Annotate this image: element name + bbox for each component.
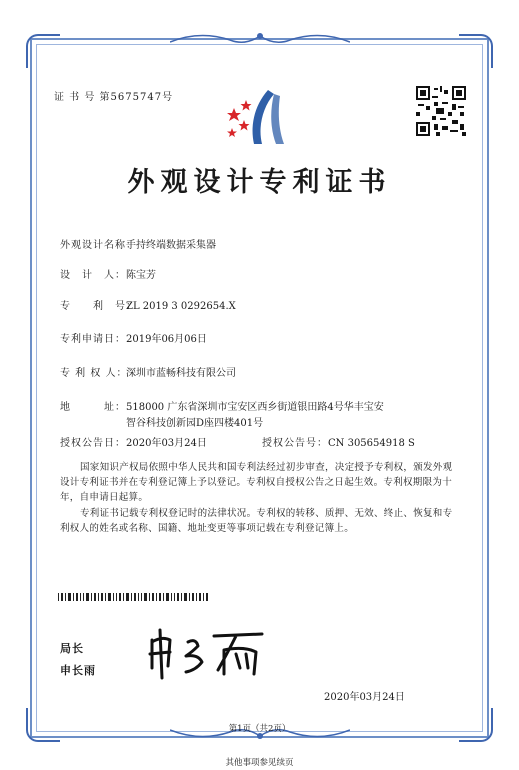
designer-value: 陈宝芳 <box>126 270 156 281</box>
signatory-title: 局长 <box>60 642 84 655</box>
field-design-name <box>60 236 216 251</box>
body-paragraph-1: 国家知识产权局依照中华人民共和国专利法经过初步审查，决定授予专利权，颁发外观设计专利证书并在专利登记簿上予以登记。专利权自授权公告之日起生效。专利权期限为十年，自申请日起算。 <box>60 462 453 503</box>
field-patentee <box>60 364 236 379</box>
issue-date: 2020年03月24日 <box>324 692 405 703</box>
top-flourish-ornament <box>170 30 350 48</box>
corner-ornament-top-right <box>459 34 493 68</box>
address-line-1: 518000 广东省深圳市宝安区西乡街道银田路4号华丰宝安 <box>126 402 384 413</box>
handwritten-signature <box>140 622 270 682</box>
designer-label: 设 计 人： <box>60 270 126 281</box>
field-filing-date <box>60 330 207 345</box>
corner-ornament-top-left <box>26 34 60 68</box>
grant-date-value: 2020年03月24日 <box>126 438 207 449</box>
design-name-label: 外观设计名称： <box>60 240 137 251</box>
patentee-label: 专 利 权 人： <box>60 368 128 379</box>
patent-no-label: 专 利 号： <box>60 301 137 312</box>
field-patent-no <box>60 297 236 312</box>
barcode-strip <box>58 593 208 601</box>
continuation-note: 其他事项参见续页 <box>225 758 294 768</box>
qr-code-icon <box>416 86 466 136</box>
patent-no-value: ZL 2019 3 0292654.X <box>126 301 236 312</box>
body-paragraph-2: 专利证书记载专利权登记时的法律状况。专利权的转移、质押、无效、终止、恢复和专利权人的姓名或名称、国籍、地址变更等事项记载在专利登记簿上。 <box>60 508 453 534</box>
field-grant-no <box>262 434 415 449</box>
field-address-line-2 <box>126 414 263 429</box>
design-name-value: 手持终端数据采集器 <box>126 240 216 251</box>
filing-date-label: 专利申请日： <box>60 334 126 345</box>
page-number: 第1页（共2页） <box>228 724 291 734</box>
field-address <box>60 398 384 413</box>
certificate-title: 外观设计专利证书 <box>127 167 392 198</box>
grant-date-label: 授权公告日： <box>60 438 126 449</box>
grant-no-value: CN 305654918 S <box>328 438 415 449</box>
address-line-2: 智谷科技创新园D座四楼401号 <box>126 418 264 429</box>
patentee-value: 深圳市蓝畅科技有限公司 <box>126 368 236 379</box>
signatory-name: 申长雨 <box>60 664 96 677</box>
certificate-number: 证 书 号 第5675747号 <box>54 92 174 103</box>
field-designer <box>60 266 156 281</box>
address-label: 地 址： <box>60 402 126 413</box>
field-grant-date <box>60 434 207 449</box>
cnipa-emblem-icon <box>224 86 296 148</box>
grant-no-label: 授权公告号： <box>262 438 328 449</box>
filing-date-value: 2019年06月06日 <box>126 334 207 345</box>
